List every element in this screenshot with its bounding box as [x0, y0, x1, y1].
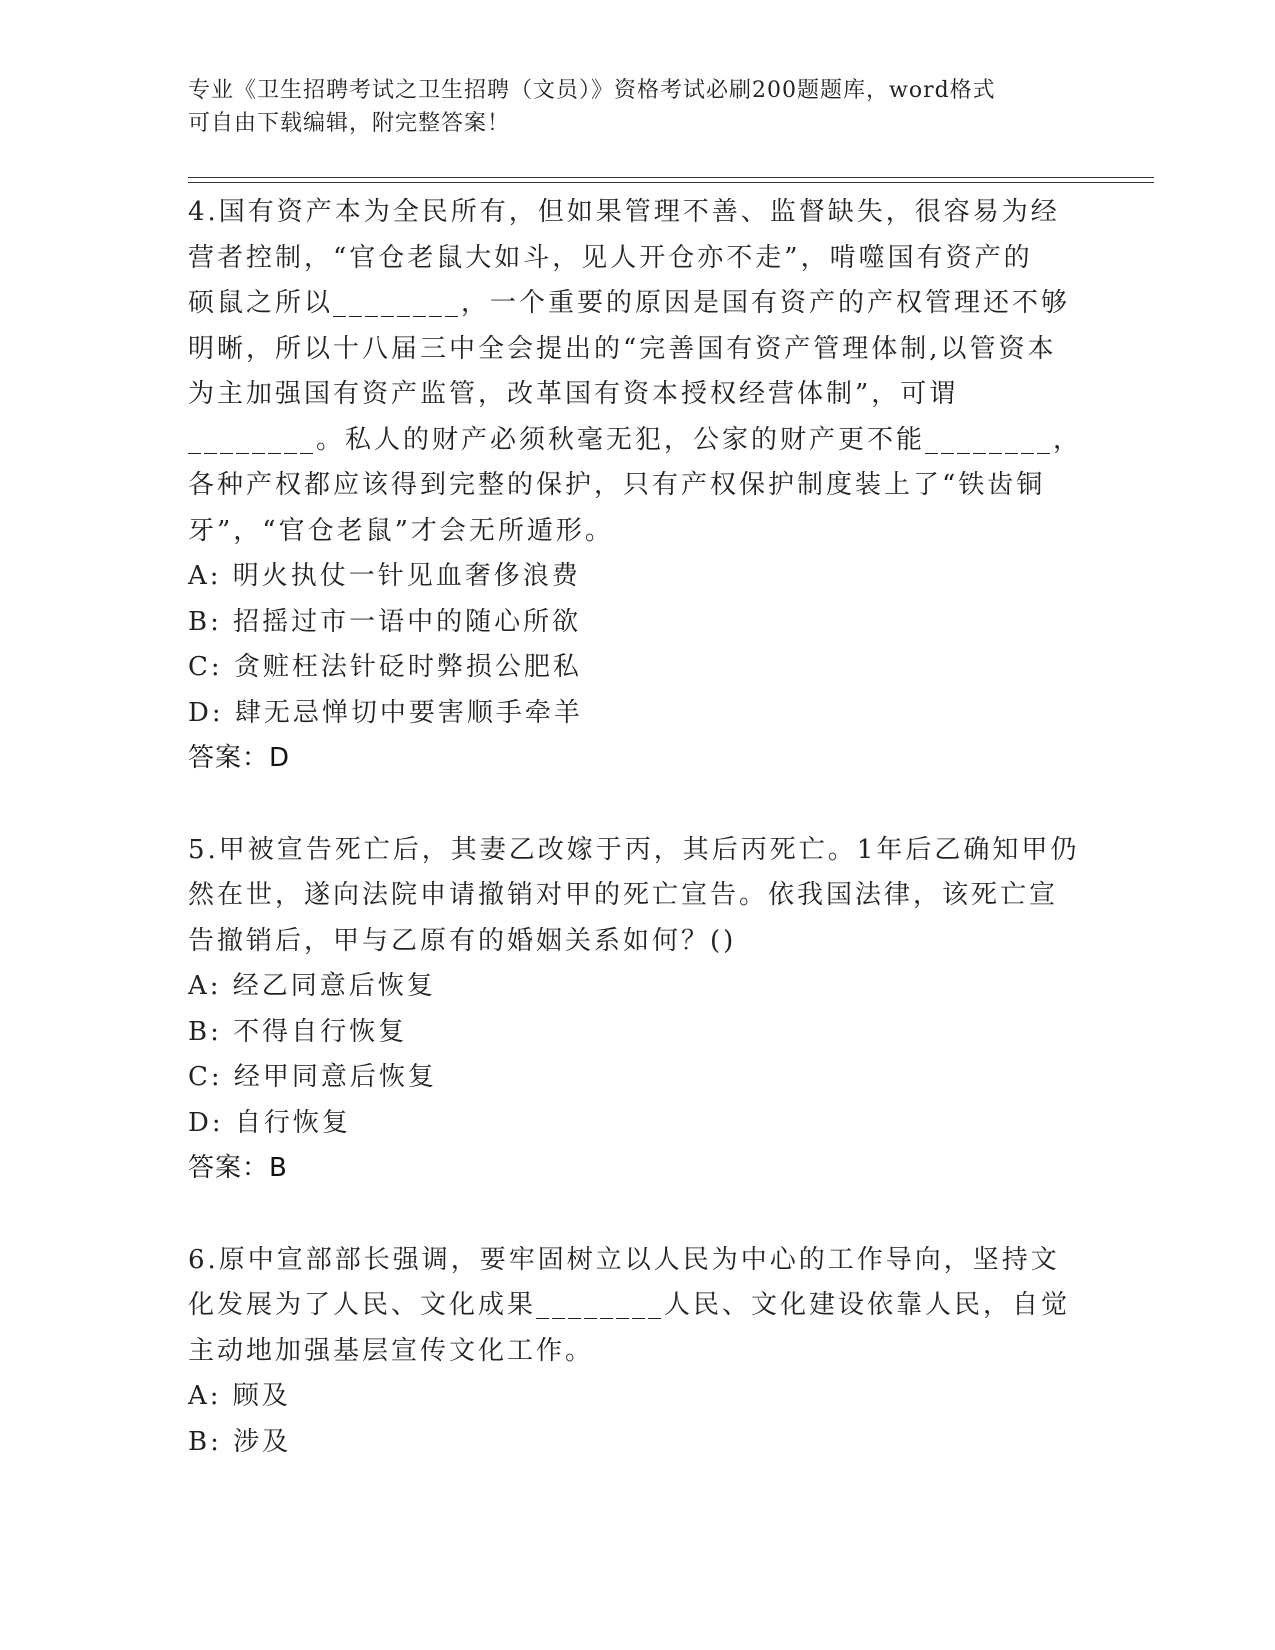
question-text-line: 6.原中宣部部长强调，要牢固树立以人民为中心的工作导向，坚持文 [188, 1244, 1060, 1275]
question-text-line: 明晰，所以十八届三中全会提出的“完善国有资产管理体制,以管资本 [188, 333, 1057, 364]
question-text-line: 然在世，遂向法院申请撤销对甲的死亡宣告。依我国法律，该死亡宣 [188, 880, 1059, 910]
header-line-1: 专业《卫生招聘考试之卫生招聘（文员）》资格考试必刷200题题库，word格式 [188, 78, 996, 103]
option-a: A: 顾及 [188, 1381, 291, 1411]
question-text-line: 牙”，“官仓老鼠”才会无所遁形。 [188, 515, 614, 546]
question-list [188, 190, 1088, 1465]
option-c: C: 贪赃枉法针砭时弊损公肥私 [188, 652, 582, 682]
option-d: D: 自行恢复 [188, 1107, 351, 1138]
option-b: B: 涉及 [188, 1426, 292, 1457]
option-d: D: 肆无忌惮切中要害顺手牵羊 [188, 697, 583, 728]
document-header [188, 74, 1088, 140]
option-a: A: 明火执仗一针见血奢侈浪费 [188, 561, 581, 591]
question-5 [188, 828, 1088, 1192]
question-6 [188, 1238, 1088, 1466]
spacer [188, 1192, 1088, 1238]
answer-label: 答案：B [188, 1153, 288, 1183]
question-text-line: ________。私人的财产必须秋毫无犯，公家的财产更不能________， [188, 424, 1083, 455]
question-text-line: 硕鼠之所以________，一个重要的原因是国有资产的产权管理还不够 [188, 288, 1071, 318]
question-text-line: 告撤销后，甲与乙原有的婚姻关系如何？() [188, 925, 737, 956]
header-line-2: 可自由下载编辑，附完整答案！ [188, 111, 511, 136]
spacer [188, 782, 1088, 828]
option-b: B: 不得自行恢复 [188, 1016, 408, 1047]
question-text-line: 营者控制，“官仓老鼠大如斗，见人开仓亦不走”，啃噬国有资产的 [188, 242, 1033, 273]
header-rule-top [188, 177, 1154, 178]
question-text-line: 5.甲被宣告死亡后，其妻乙改嫁于丙，其后丙死亡。1年后乙确知甲仍 [188, 834, 1080, 865]
question-text-line: 化发展为了人民、文化成果________人民、文化建设依靠人民，自觉 [188, 1290, 1071, 1320]
option-b: B: 招摇过市一语中的随心所欲 [188, 606, 582, 637]
question-4 [188, 190, 1088, 782]
answer-label: 答案：D [188, 743, 291, 773]
question-text-line: 主动地加强基层宣传文化工作。 [188, 1335, 595, 1366]
option-c: C: 经甲同意后恢复 [188, 1062, 437, 1092]
option-a: A: 经乙同意后恢复 [188, 971, 436, 1001]
question-text-line: 4.国有资产本为全民所有，但如果管理不善、监督缺失，很容易为经 [188, 197, 1060, 227]
question-text-line: 各种产权都应该得到完整的保护，只有产权保护制度装上了“铁齿铜 [188, 470, 1046, 500]
question-text-line: 为主加强国有资产监管，改革国有资本授权经营体制”，可谓 [188, 379, 959, 409]
header-rule-bottom [188, 182, 1154, 183]
